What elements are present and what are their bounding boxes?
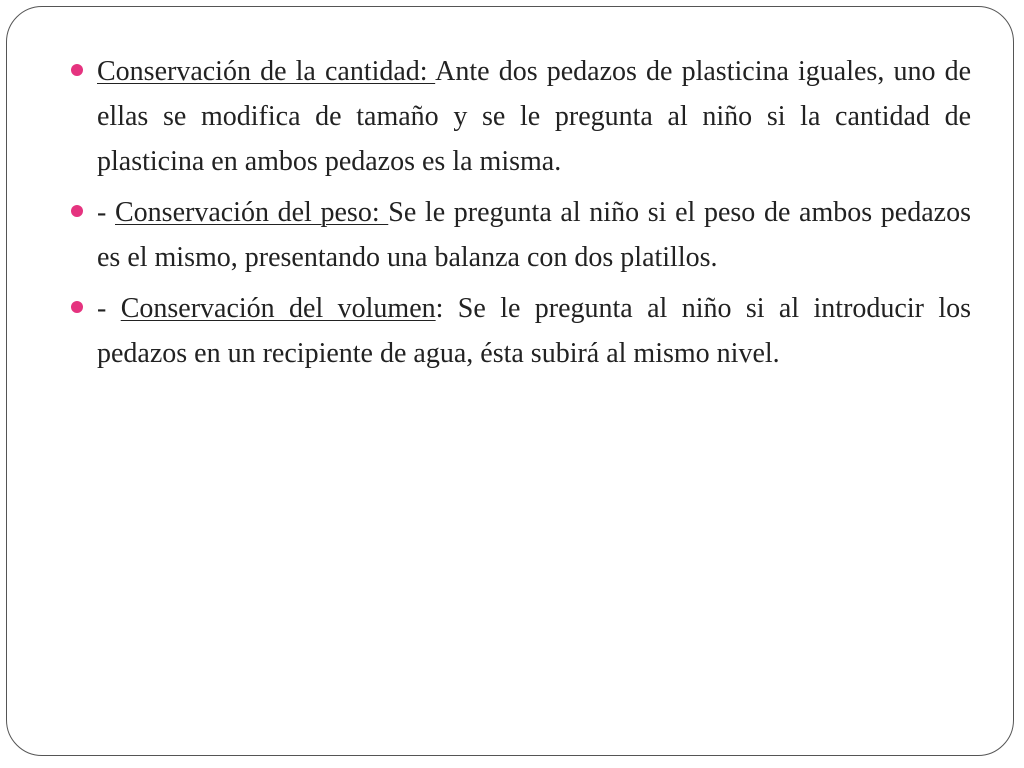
- bullet-text: Ante dos pedazos de plasticina iguales, uno de ellas se modifica de tamaño y se le pregunta al niño si la cantidad de plasticina en ambos pedazos es la misma.: [97, 56, 972, 177]
- bullet-item-volumen: [69, 286, 971, 376]
- bullet-dot-icon: [71, 64, 83, 76]
- bullet-list: [69, 49, 971, 382]
- bullet-term: Conservación del peso:: [115, 197, 389, 228]
- bullet-dot-icon: [71, 301, 83, 313]
- bullet-term: Conservación del volumen: [120, 293, 436, 324]
- bullet-text: Se le pregunta al niño si el peso de ambos pedazos es el mismo, presentando una balanza con dos platillos.: [97, 197, 971, 273]
- slide-frame: [6, 6, 1014, 756]
- bullet-item-cantidad: [69, 49, 971, 184]
- bullet-dot-icon: [71, 205, 83, 217]
- bullet-item-peso: [69, 190, 971, 280]
- bullet-prefix: -: [97, 197, 115, 228]
- bullet-text: : Se le pregunta al niño si al introducir los pedazos en un recipiente de agua, ésta subirá al mismo nivel.: [97, 293, 972, 369]
- bullet-prefix: -: [97, 293, 121, 324]
- bullet-term: Conservación de la cantidad:: [97, 56, 436, 87]
